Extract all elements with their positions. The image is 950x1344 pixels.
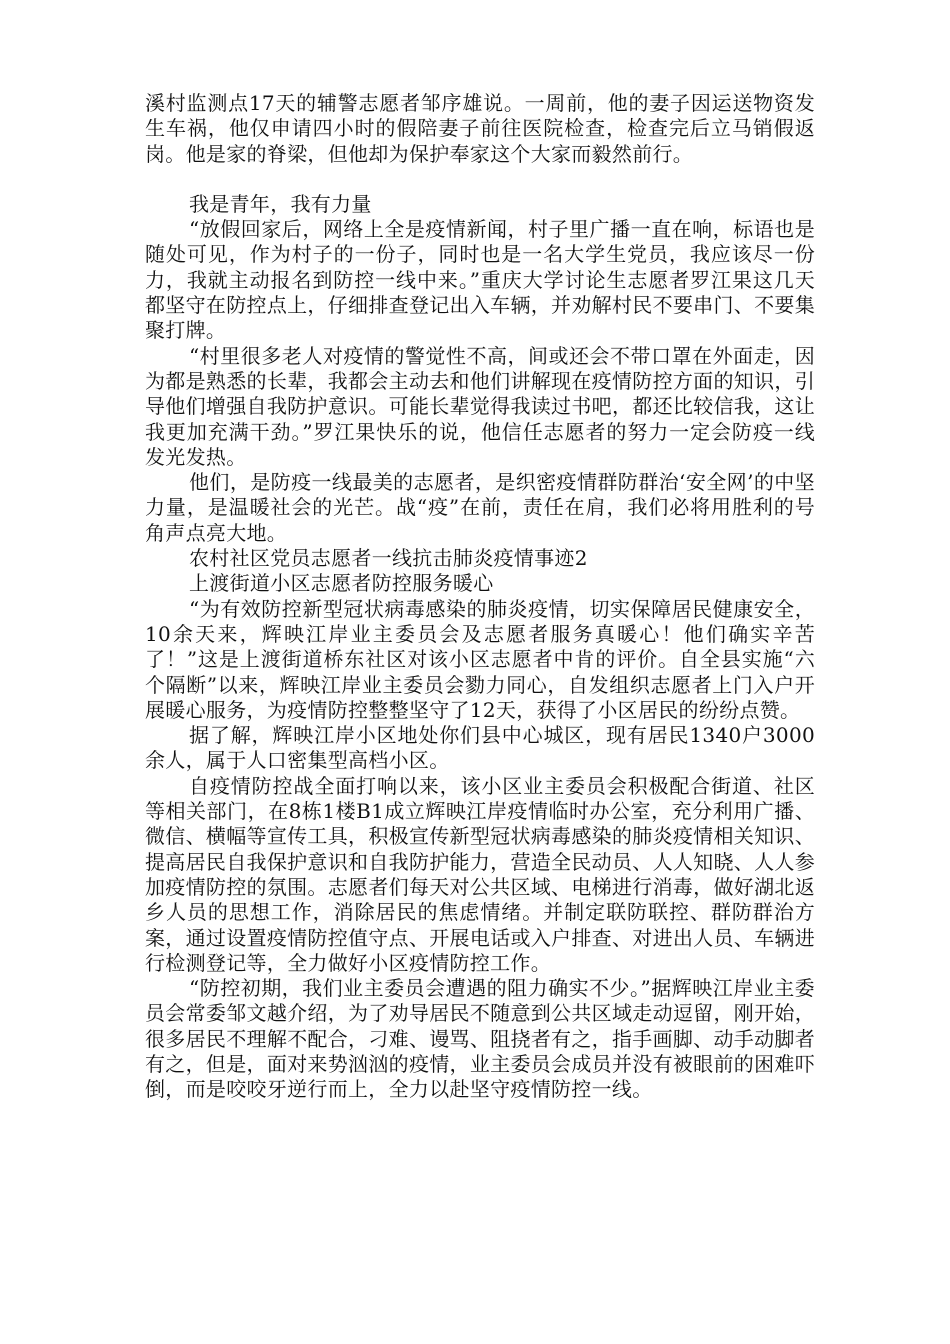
paragraph-volunteers-summary: 他们，是防疫一线最美的志愿者，是织密疫情群防群治‘安全网’的中坚力量，是温暖社会的光芒。战“疫”在前，责任在肩，我们必将用胜利的号角声点亮大地。 <box>145 470 815 545</box>
paragraph-early-resistance: “防控初期，我们业主委员会遭遇的阻力确实不少。”据辉映江岸业主委员会常委邹文越介绍，为了劝导居民不随意到公共区域走动逗留，刚开始，很多居民不理解不配合，刁难、谩骂、阻挠者有之，指手画脚、动手动脚者有之，但是，面对来势汹汹的疫情，业主委员会成员并没有被眼前的困难吓倒，而是咬咬牙逆行而上，全力以赴坚守疫情防控一线。 <box>145 976 815 1102</box>
section-heading-youth: 我是青年，我有力量 <box>189 191 372 216</box>
paragraph-continuation: 溪村监测点17天的辅警志愿者邹序雄说。一周前，他的妻子因运送物资发生车祸，他仅申请四小时的假陪妻子前往医院检查，检查完后立马销假返岗。他是家的脊梁，但他却为保护奉家这个大家而毅然前行。 <box>145 91 815 166</box>
section-subtitle-shangdu: 上渡街道小区志愿者防控服务暖心 <box>189 571 494 596</box>
paragraph-quote-luo-2: “村里很多老人对疫情的警觉性不高，间或还会不带口罩在外面走，因为都是熟悉的长辈，我都会主动去和他们讲解现在疫情防控方面的知识，引导他们增强自我防护意识。可能长辈觉得我读过书吧，都还比较信我，这让我更加充满干劲。”罗江果快乐的说，他信任志愿者的努力一定会防疫一线发光发热。 <box>145 343 815 469</box>
paragraph-shangdu-intro: “为有效防控新型冠状病毒感染的肺炎疫情，切实保障居民健康安全，10余天来，辉映江岸业主委员会及志愿者服务真暖心！他们确实辛苦了！”这是上渡街道桥东社区对该小区志愿者中肯的评价。自全县实施“六个隔断”以来，辉映江岸业主委员会勠力同心，自发组织志愿者上门入户开展暖心服务，为疫情防控整整坚守了12天，获得了小区居民的纷纷点赞。 <box>145 596 815 722</box>
paragraph-quote-luo-1: “放假回家后，网络上全是疫情新闻，村子里广播一直在响，标语也是随处可见，作为村子的一份子，同时也是一名大学生党员，我应该尽一份力，我就主动报名到防控一线中来。”重庆大学讨论生志愿者罗江果这几天都坚守在防控点上，仔细排查登记出入车辆，并劝解村民不要串门、不要集聚打牌。 <box>145 217 815 343</box>
paragraph-community-info: 据了解，辉映江岸小区地处你们县中心城区，现有居民1340户3000余人，属于人口密集型高档小区。 <box>145 723 815 773</box>
document-body <box>145 91 815 1103</box>
paragraph-prevention-measures: 自疫情防控战全面打响以来，该小区业主委员会积极配合街道、社区等相关部门，在8栋1楼B1成立辉映江岸疫情临时办公室，充分利用广播、微信、横幅等宣传工具，积极宣传新型冠状病毒感染的肺炎疫情相关知识、提高居民自我保护意识和自我防护能力，营造全民动员、人人知晓、人人参加疫情防控的氛围。志愿者们每天对公共区域、电梯进行消毒，做好湖北返乡人员的思想工作，消除居民的焦虑情绪。并制定联防联控、群防群治方案，通过设置疫情防控值守点、开展电话或入户排查、对进出人员、车辆进行检测登记等，全力做好小区疫情防控工作。 <box>145 773 815 975</box>
section-title-deeds-2: 农村社区党员志愿者一线抗击肺炎疫情事迹2 <box>189 546 588 571</box>
